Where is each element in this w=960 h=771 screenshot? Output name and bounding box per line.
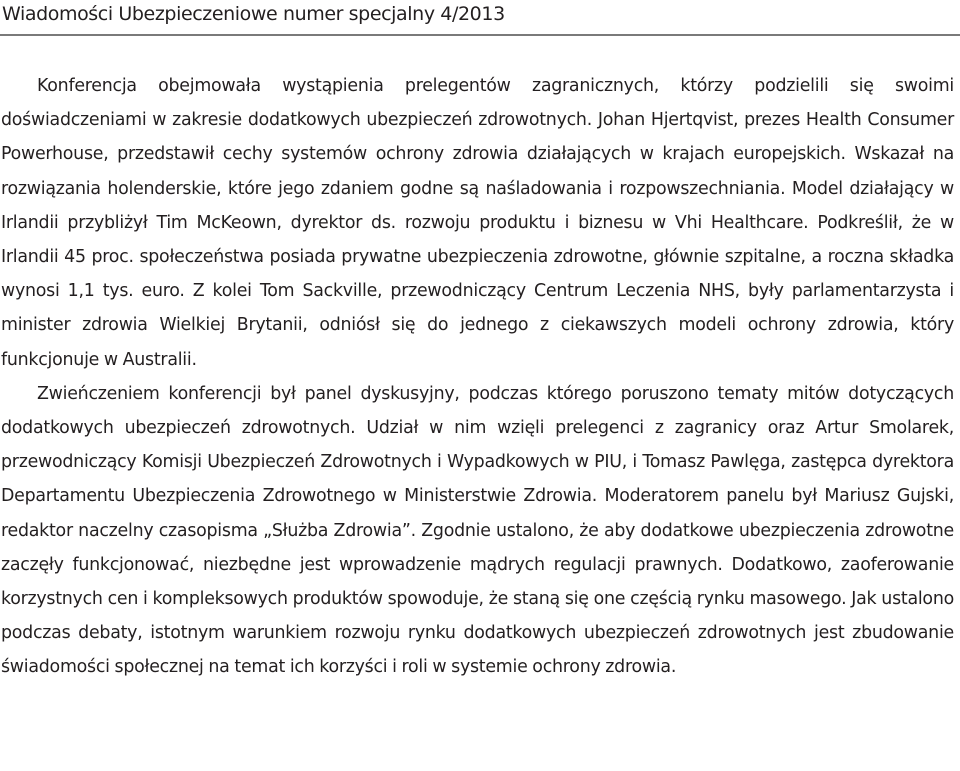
paragraph-conference-speakers: Konferencja obejmowała wystąpienia prelegentów zagranicznych, którzy podzielili się swoimi doświadczeniami w zakresie dodatkowych ubezpieczeń zdrowotnych. Johan Hjertqvist, prezes Health Consumer Powerhouse, przedstawił cechy systemów ochrony zdrowia działających w krajach europejskich. Wskazał na rozwiązania holenderskie, które jego zdaniem godne są naśladowania i rozpowszechniania. Model działający w Irlandii przybliżył Tim McKeown, dyrektor ds. rozwoju produktu i biznesu w Vhi Healthcare. Podkreślił, że w Irlandii 45 proc. społeczeństwa posiada prywatne ubezpieczenia zdrowotne, głównie szpitalne, a roczna składka wynosi 1,1 tys. euro. Z kolei Tom Sackville, przewodniczący Centrum Leczenia NHS, były parlamentarzysta i minister zdrowia Wielkiej Brytanii, odniósł się do jednego z ciekawszych modeli ochrony zdrowia, który funkcjonuje w Australii. xyxy=(1,76,954,370)
page-header xyxy=(0,0,960,36)
article-body xyxy=(1,69,954,685)
publication-title: Wiadomości Ubezpieczeniowe numer specjalny 4/2013 xyxy=(2,3,505,25)
paragraph-panel-discussion: Zwieńczeniem konferencji był panel dyskusyjny, podczas którego poruszono tematy mitów dotyczących dodatkowych ubezpieczeń zdrowotnych. Udział w nim wzięli prelegenci z zagranicy oraz Artur Smolarek, przewodniczący Komisji Ubezpieczeń Zdrowotnych i Wypadkowych w PIU, i Tomasz Pawlęga, zastępca dyrektora Departamentu Ubezpieczenia Zdrowotnego w Ministerstwie Zdrowia. Moderatorem panelu był Mariusz Gujski, redaktor naczelny czasopisma „Służba Zdrowia”. Zgodnie ustalono, że aby dodatkowe ubezpieczenia zdrowotne zaczęły funkcjonować, niezbędne jest wprowadzenie mądrych regulacji prawnych. Dodatkowo, zaoferowanie korzystnych cen i kompleksowych produktów spowoduje, że staną się one częścią rynku masowego. Jak ustalono podczas debaty, istotnym warunkiem rozwoju rynku dodatkowych ubezpieczeń zdrowotnych jest zbudowanie świadomości społecznej na temat ich korzyści i roli w systemie ochrony zdrowia. xyxy=(1,383,954,678)
